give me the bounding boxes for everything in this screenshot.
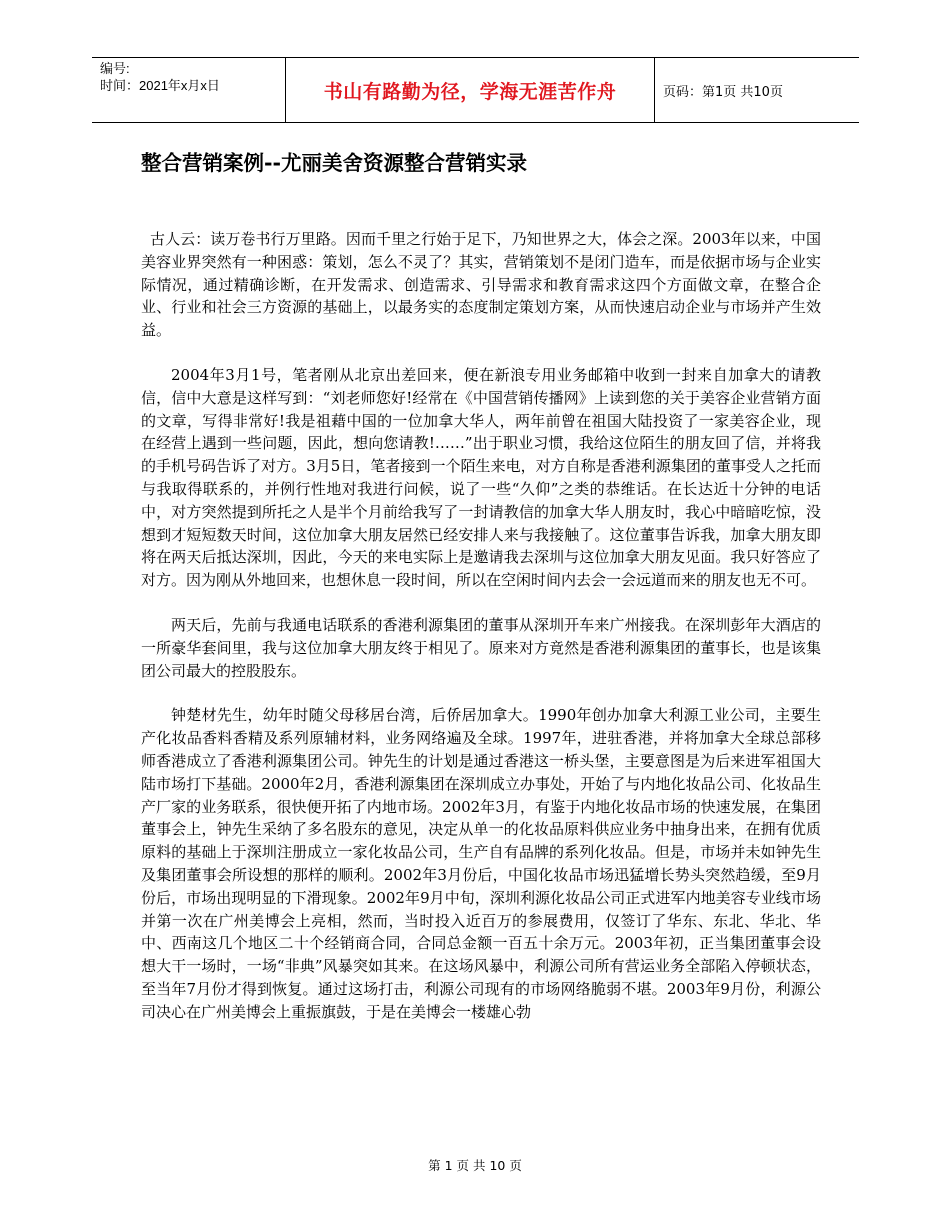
paragraph: 两天后，先前与我通电话联系的香港利源集团的董事从深圳开车来广州接我。在深圳彭年大酒店的一所豪华套间里，我与这位加拿大朋友终于相见了。原来对方竟然是香港利源集团的董事长，也是该集团公司最大的控股股东。 [141,615,821,680]
paragraph: 古人云：读万卷书行万里路。因而千里之行始于足下，乃知世界之大，体会之深。2003年以来，中国美容业界突然有一种困惑：策划，怎么不灵了？其实，营销策划不是闭门造车，而是依据市场与企业实际情况，通过精确诊断，在开发需求、创造需求、引导需求和教育需求这四个方面做文章，在整合企业、行业和社会三方资源的基础上，以最务实的态度制定策划方案，从而快速启动企业与市场并产生效益。 [141,230,821,340]
paragraph: 2004年3月1号，笔者刚从北京出差回来，便在新浪专用业务邮箱中收到一封来自加拿大的请教信，信中大意是这样写到：“刘老师您好!经常在《中国营销传播网》上读到您的关于美容企业营销方面的文章，写得非常好!我是祖藉中国的一位加拿大华人，两年前曾在祖国大陆投资了一家美容企业，现在经营上遇到一些问题，因此，想向您请教!……”出于职业习惯，我给这位陌生的朋友回了信，并将我的手机号码告诉了对方。3月5日，笔者接到一个陌生来电，对方自称是香港利源集团的董事受人之托而与我取得联系的，并例行性地对我进行问候，说了一些“久仰”之类的恭维话。在长达近十分钟的电话中，对方突然提到所托之人是半个月前给我写了一封请教信的加拿大华人朋友时，我心中暗暗吃惊，没想到才短短数天时间，这位加拿大朋友居然已经安排人来与我接触了。这位董事告诉我，加拿大朋友即将在两天后抵达深圳，因此，今天的来电实际上是邀请我去深圳与这位加拿大朋友见面。我只好答应了对方。因为刚从外地回来，也想休息一段时间，所以在空闲时间内去会一会远道而来的朋友也无不可。 [141,365,821,590]
paragraph: 钟楚材先生，幼年时随父母移居台湾，后侨居加拿大。1990年创办加拿大利源工业公司，主要生产化妆品香料香精及系列原辅材料，业务网络遍及全球。1997年，进驻香港，并将加拿大全球总部移师香港成立了香港利源集团公司。钟先生的计划是通过香港这一桥头堡，主要意图是为后来进军祖国大陆市场打下基础。2000年2月，香港利源集团在深圳成立办事处，开始了与内地化妆品公司、化妆品生产厂家的业务联系，很快便开拓了内地市场。2002年3月，有鉴于内地化妆品市场的快速发展，在集团董事会上，钟先生采纳了多名股东的意见，决定从单一的化妆品原料供应业务中抽身出来，在拥有优质原料的基础上于深圳注册成立一家化妆品公司，生产自有品牌的系列化妆品。但是，市场并未如钟先生及集团董事会所设想的那样的顺利。2002年3月份后，中国化妆品市场迅猛增长势头突然趋缓，至9月份后，市场出现明显的下滑现象。2002年9月中旬，深圳利源化妆品公司正式进军内地美容专业线市场并第一次在广州美博会上亮相，然而，当时投入近百万的参展费用，仅签订了华东、东北、华北、华中、西南这几个地区二十个经销商合同，合同总金额一百五十余万元。2003年初，正当集团董事会设想大干一场时，一场“非典”风暴突如其来。在这场风暴中，利源公司所有营运业务全部陷入停顿状态，至当年7月份才得到恢复。通过这场打击，利源公司现有的市场网络脆弱不堪。2003年9月份，利源公司决心在广州美博会上重振旗鼓，于是在美博会一楼雄心勃 [141,706,821,1021]
header-motto: 书山有路勤为径，学海无涯苦作舟 [323,80,617,103]
header-page-label: 页码：第1页 共10页 [663,84,783,100]
time-label: 时间：2021年x月x日 [100,78,220,93]
footer-page-number: 第 1 页 共 10 页 [428,1158,522,1173]
document-header [92,57,859,123]
document-body [141,228,821,1046]
number-label: 编号: [100,61,130,76]
document-title: 整合营销案例--尤丽美舍资源整合营销实录 [141,151,528,175]
header-motto-cell [286,58,655,122]
page-footer [0,1156,950,1174]
header-page-cell [655,58,859,122]
header-meta-cell [92,58,286,122]
